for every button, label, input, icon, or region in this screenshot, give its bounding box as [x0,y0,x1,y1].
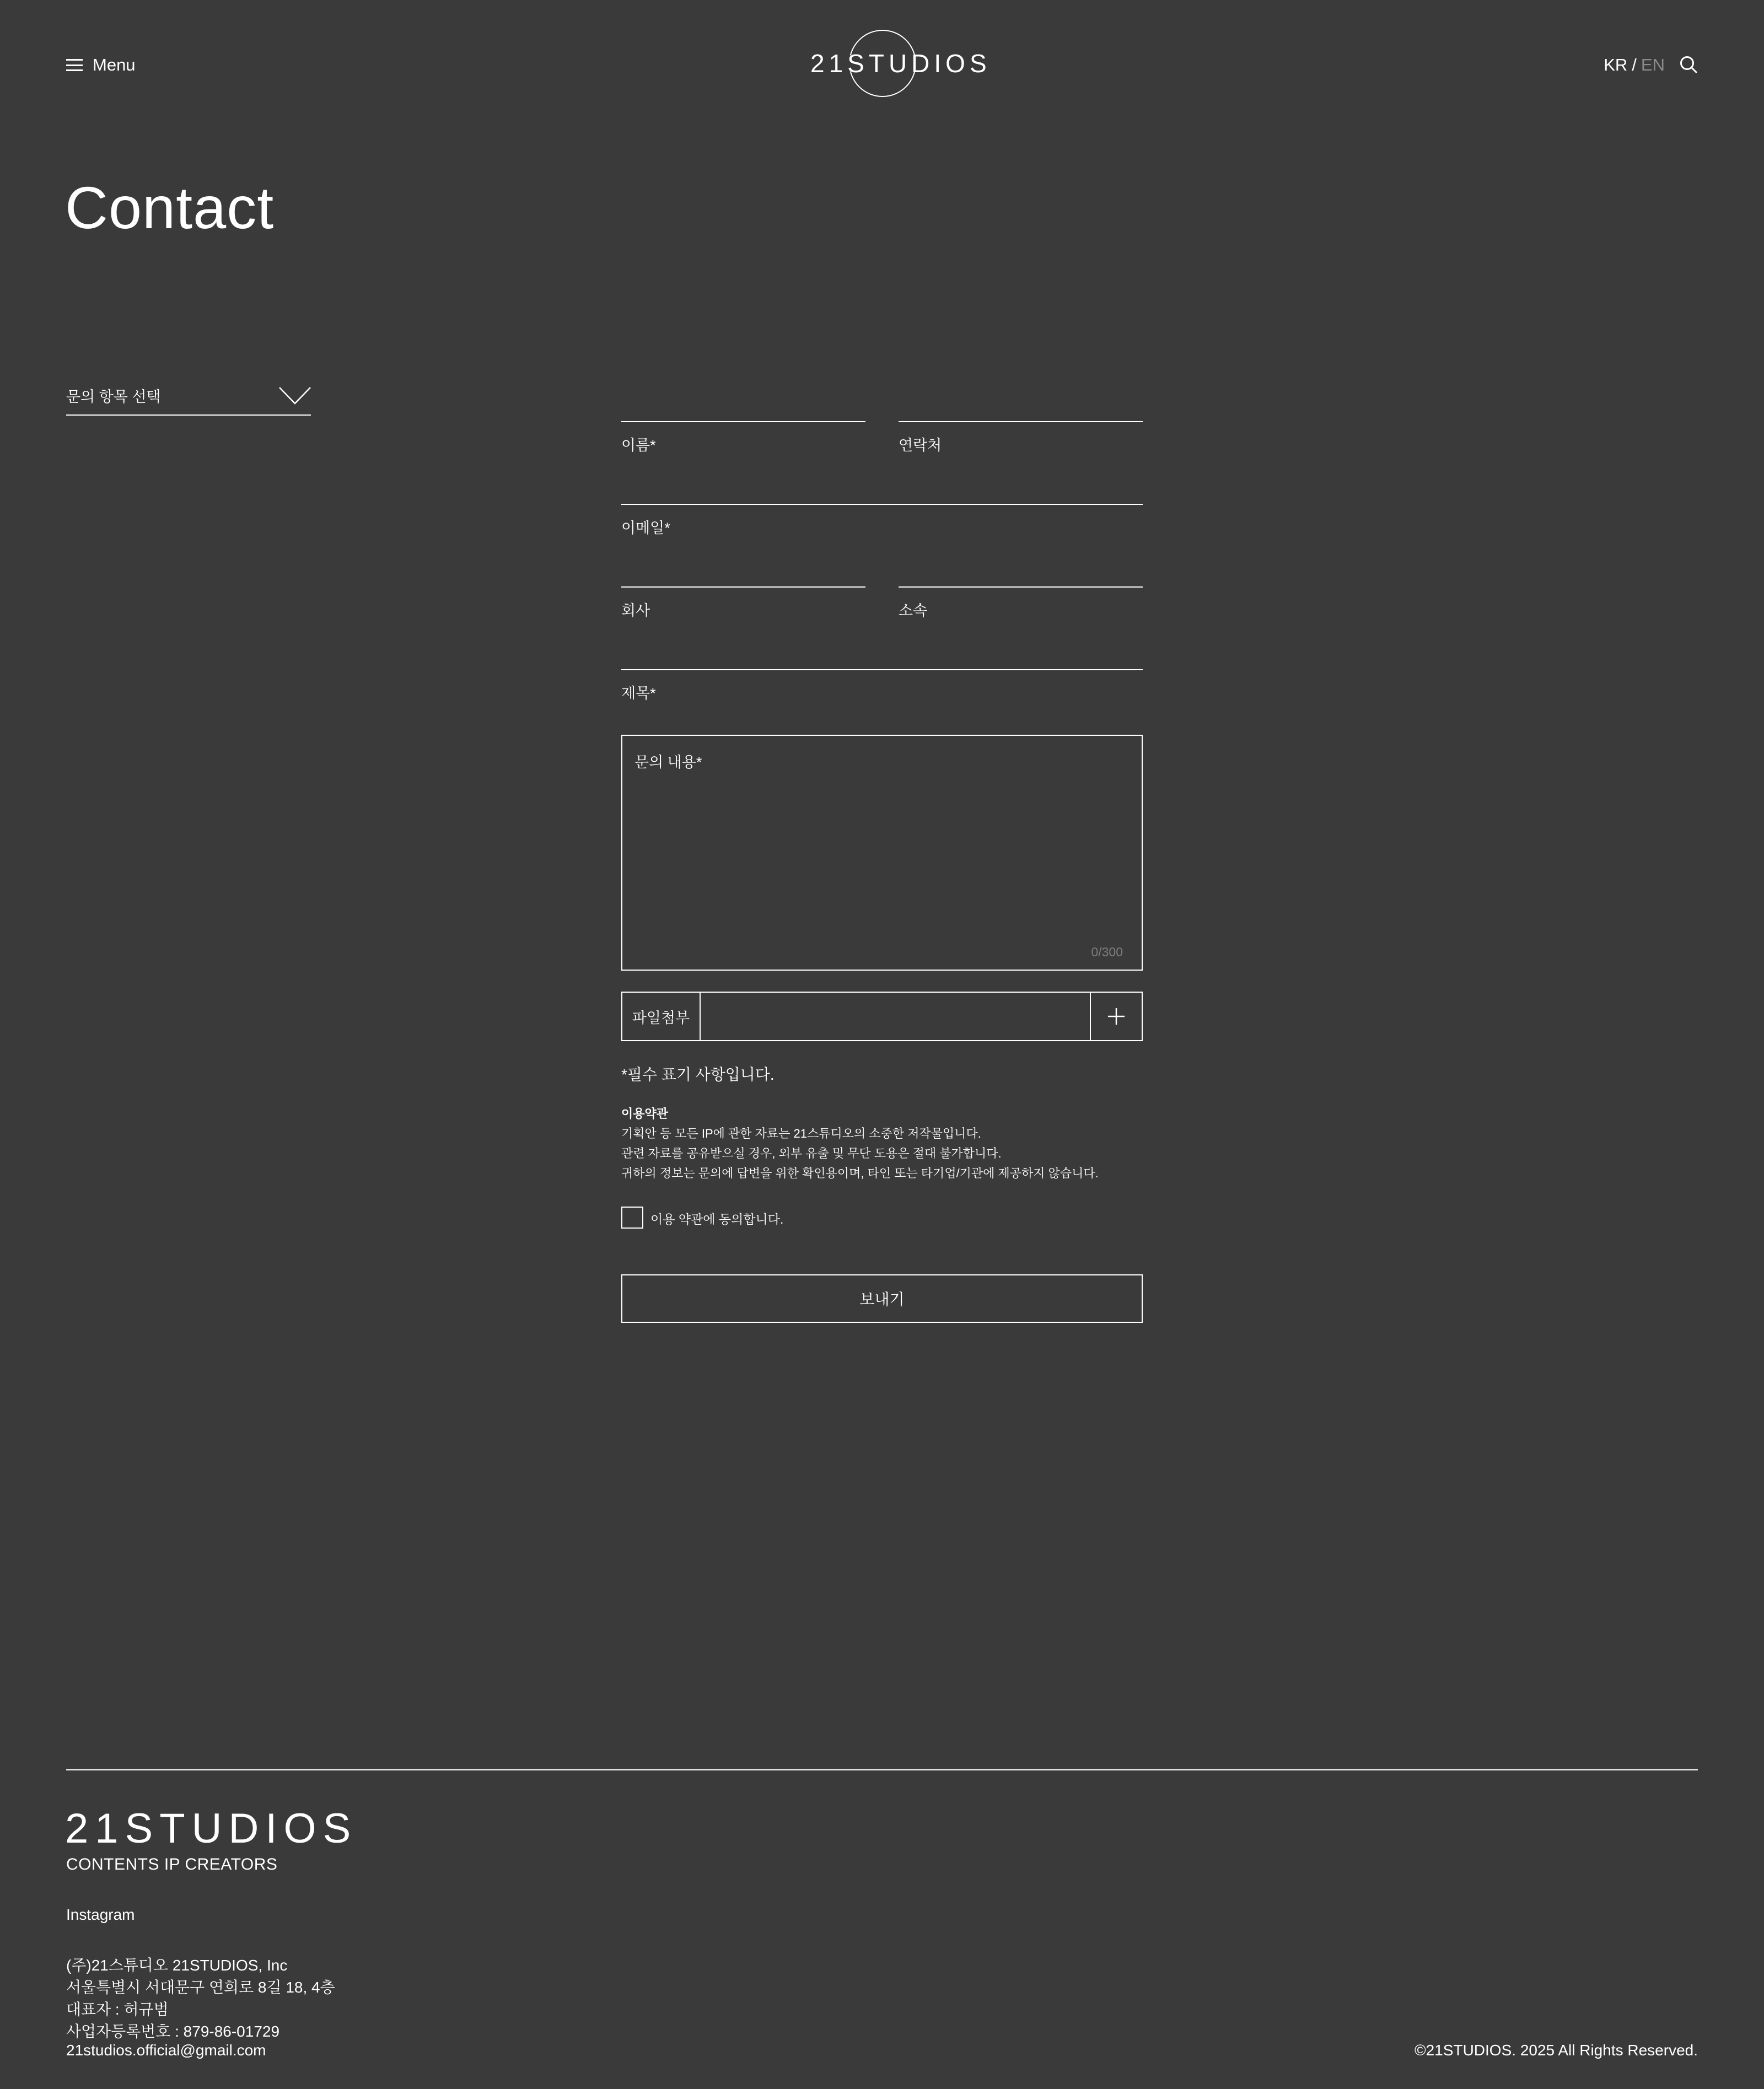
agree-terms-checkbox[interactable] [621,1207,643,1229]
search-button[interactable] [1679,55,1698,74]
lang-separator: / [1632,55,1637,74]
department-label: 소속 [899,602,928,619]
instagram-link[interactable]: Instagram [66,1906,135,1923]
lang-en[interactable]: EN [1641,55,1665,74]
footer-tagline: CONTENTS IP CREATORS [66,1855,278,1873]
submit-button[interactable]: 보내기 [621,1274,1143,1323]
name-label: 이름* [621,437,656,454]
terms-line: 귀하의 정보는 문의에 답변을 위한 확인용이며, 타인 또는 타기업/기관에 제공하지 않습니다. [621,1166,1099,1180]
language-switcher [1604,53,1665,77]
footer-address: 서울특별시 서대문구 연희로 8길 18, 4층 [66,1979,335,1996]
name-input[interactable] [621,421,865,422]
email-input[interactable] [621,504,1143,505]
footer-ceo: 대표자 : 허규범 [66,2001,169,2018]
terms-line: 관련 자료를 공유받으실 경우, 외부 유출 및 무단 도용은 절대 불가합니다. [621,1146,1002,1160]
footer-email[interactable]: 21studios.official@gmail.com [66,2042,266,2059]
category-select-value: 문의 항목 선택 [66,389,161,405]
footer-business-number: 사업자등록번호 : 879-86-01729 [66,2023,280,2040]
phone-input[interactable] [899,421,1143,422]
department-input[interactable] [899,586,1143,588]
logo-text: 21STUDIOS [810,49,991,78]
chevron-down-icon [279,387,311,405]
search-icon [1679,55,1698,74]
subject-input[interactable] [621,669,1143,670]
footer-logo: 21STUDIOS [65,1805,358,1852]
message-char-counter: 0/300 [1091,945,1123,959]
agree-terms-label[interactable]: 이용 약관에 동의합니다. [650,1212,784,1226]
subject-label: 제목* [621,685,656,702]
lang-kr[interactable]: KR [1604,55,1628,74]
add-file-button[interactable] [1090,993,1142,1040]
page-title: Contact [65,174,275,241]
terms-line: 기획안 등 모든 IP에 관한 자료는 21스튜디오의 소중한 저작물입니다. [621,1127,981,1140]
company-input[interactable] [621,586,865,588]
message-placeholder: 문의 내용* [634,754,702,771]
site-logo[interactable] [810,28,991,105]
file-name-display[interactable] [701,993,1090,1040]
footer-company: (주)21스튜디오 21STUDIOS, Inc [66,1957,288,1974]
copyright: ©21STUDIOS. 2025 All Rights Reserved. [1415,2042,1698,2059]
terms-title: 이용약관 [621,1107,669,1121]
inquiry-category-select[interactable] [66,381,311,416]
message-textarea[interactable] [621,735,1143,971]
menu-label: Menu [93,55,136,74]
file-attachment-field [621,992,1143,1041]
email-label: 이메일* [621,520,670,536]
required-note: *필수 표기 사항입니다. [621,1066,775,1083]
hamburger-icon [66,59,83,71]
plus-icon [1107,1007,1126,1026]
footer-divider [66,1769,1698,1770]
file-attach-label: 파일첨부 [622,993,701,1040]
company-label: 회사 [621,602,650,619]
menu-button[interactable] [66,53,136,77]
phone-label: 연락처 [899,437,942,454]
